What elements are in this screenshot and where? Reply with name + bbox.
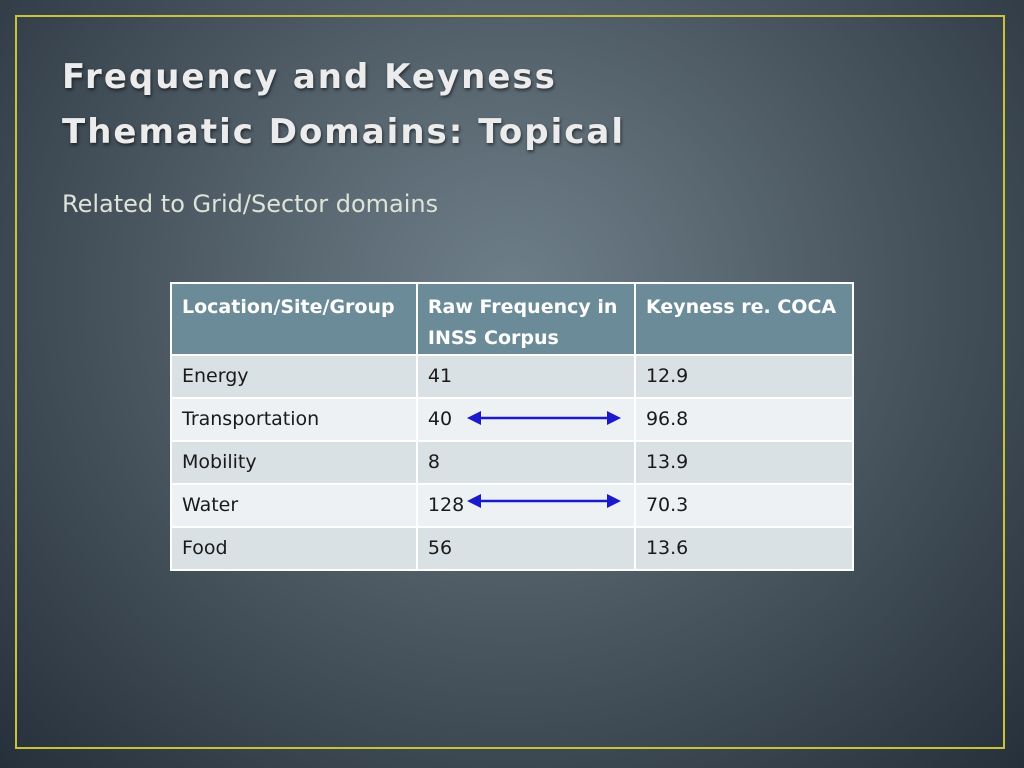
table-row bbox=[171, 527, 853, 570]
table-row bbox=[171, 441, 853, 484]
table-row bbox=[171, 355, 853, 398]
cell-raw-frequency: 41 bbox=[417, 355, 635, 398]
header-raw-frequency: Raw Frequency in INSS Corpus bbox=[417, 283, 635, 355]
cell-keyness: 12.9 bbox=[635, 355, 853, 398]
cell-raw-frequency: 40 bbox=[417, 398, 635, 441]
cell-location: Mobility bbox=[171, 441, 417, 484]
table-row bbox=[171, 484, 853, 527]
header-location: Location/Site/Group bbox=[171, 283, 417, 355]
slide-title-line-1: Frequency and Keyness bbox=[62, 57, 557, 97]
frequency-keyness-table bbox=[170, 282, 854, 571]
cell-location: Water bbox=[171, 484, 417, 527]
slide-title bbox=[62, 50, 625, 160]
table-row bbox=[171, 398, 853, 441]
cell-raw-frequency: 56 bbox=[417, 527, 635, 570]
cell-keyness: 13.9 bbox=[635, 441, 853, 484]
table-header-row bbox=[171, 283, 853, 355]
slide-subtitle: Related to Grid/Sector domains bbox=[62, 190, 439, 218]
cell-raw-frequency: 128 bbox=[417, 484, 635, 527]
cell-location: Energy bbox=[171, 355, 417, 398]
header-keyness: Keyness re. COCA bbox=[635, 283, 853, 355]
cell-location: Transportation bbox=[171, 398, 417, 441]
cell-raw-frequency: 8 bbox=[417, 441, 635, 484]
cell-keyness: 13.6 bbox=[635, 527, 853, 570]
cell-location: Food bbox=[171, 527, 417, 570]
slide-title-line-2: Thematic Domains: Topical bbox=[62, 112, 625, 152]
cell-keyness: 96.8 bbox=[635, 398, 853, 441]
cell-keyness: 70.3 bbox=[635, 484, 853, 527]
